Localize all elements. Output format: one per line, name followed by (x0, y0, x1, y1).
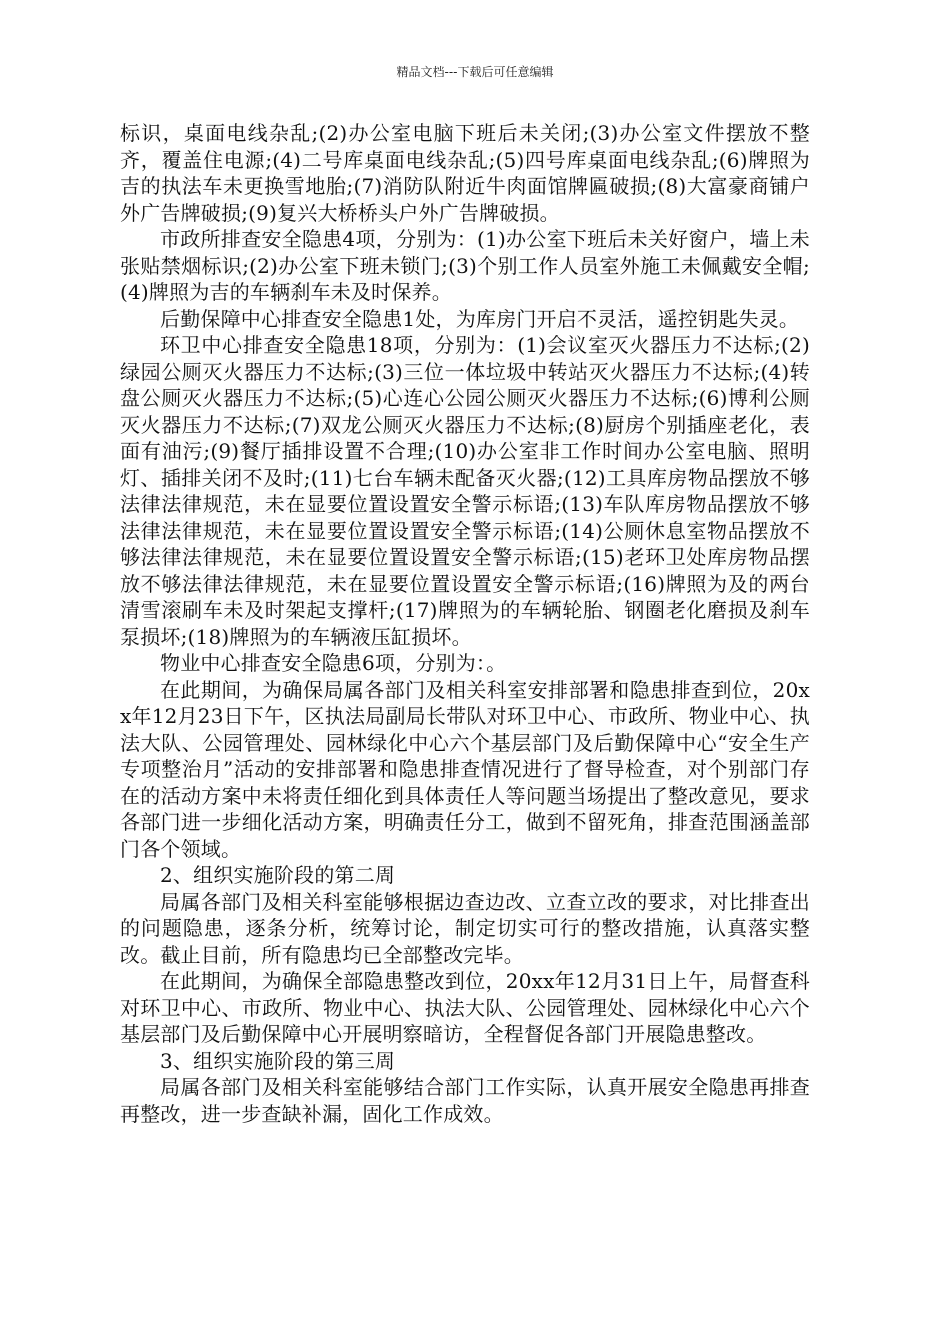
section-heading-week-three: 3、组织实施阶段的第三周 (160, 1048, 396, 1073)
document-body (120, 120, 810, 1127)
page-header: 精品文档---下载后可任意编辑 (396, 65, 554, 79)
paragraph-municipal-hazards: 市政所排查安全隐患4项，分别为：(1)办公室下班后未关好窗户，墙上未张贴禁烟标识;(2)办公室下班未锁门;(3)个别工作人员室外施工未佩戴安全帽;(4)牌照为吉的车辆刹车未及时保养。 (120, 227, 810, 304)
paragraph-logistics-hazards: 后勤保障中心排查安全隐患1处，为库房门开启不灵活，遥控钥匙失灵。 (160, 306, 800, 331)
paragraph-property-hazards: 物业中心排查安全隐患6项，分别为：。 (160, 651, 507, 675)
paragraph-continuation: 标识，桌面电线杂乱;(2)办公室电脑下班后未关闭;(3)办公室文件摆放不整齐，覆盖住电源;(4)二号库桌面电线杂乱;(5)四号库桌面电线杂乱;(6)牌照为吉的执法车未更换雪地胎;(7)消防队附近牛肉面馆牌匾破损;(8)大富豪商铺户外广告牌破损;(9)复兴大桥桥头户外广告牌破损。 (120, 121, 810, 225)
paragraph-inspection: 在此期间，为确保全部隐患整改到位，20xx年12月31日上午，局督查科对环卫中心、市政所、物业中心、执法大队、公园管理处、园林绿化中心六个基层部门及后勤保障中心开展明察暗访，全程督促各部门开展隐患整改。 (120, 969, 810, 1046)
paragraph-sanitation-hazards: 环卫中心排查安全隐患18项，分别为：(1)会议室灭火器压力不达标;(2)绿园公厕灭火器压力不达标;(3)三位一体垃圾中转站灭火器压力不达标;(4)转盘公厕灭火器压力不达标;(5)心连心公园公厕灭火器压力不达标;(6)博利公厕灭火器压力不达标;(7)双龙公厕灭火器压力不达标;(8)厨房个别插座老化，表面有油污;(9)餐厅插排设置不合理;(10)办公室非工作时间办公室电脑、照明灯、插排关闭不及时;(11)七台车辆未配备灭火器;(12)工具库房物品摆放不够法律法律规范，未在显要位置设置安全警示标语;(13)车队库房物品摆放不够法律法律规范，未在显要位置设置安全警示标语;(14)公厕休息室物品摆放不够法律法律规范，未在显要位置设置安全警示标语;(15)老环卫处库房物品摆放不够法律法律规范，未在显要位置设置安全警示标语;(16)牌照为及的两台清雪滚刷车未及时架起支撑杆;(17)牌照为的车辆轮胎、钢圈老化磨损及刹车泵损坏;(18)牌照为的车辆液压缸损坏。 (120, 333, 810, 649)
paragraph-reinspection: 局属各部门及相关科室能够结合部门工作实际，认真开展安全隐患再排查再整改，进一步查缺补漏，固化工作成效。 (120, 1075, 810, 1126)
section-heading-week-two: 2、组织实施阶段的第二周 (160, 863, 396, 887)
paragraph-supervision: 在此期间，为确保局属各部门及相关科室安排部署和隐患排查到位，20xx年12月23日下午，区执法局副局长带队对环卫中心、市政所、物业中心、执法大队、公园管理处、园林绿化中心六个基层部门及后勤保障中心“安全生产专项整治月”活动的安排部署和隐患排查情况进行了督导检查，对个别部门存在的活动方案中未将责任细化到具体责任人等问题当场提出了整改意见，要求各部门进一步细化活动方案，明确责任分工，做到不留死角，排查范围涵盖部门各个领域。 (120, 677, 810, 861)
paragraph-rectification: 局属各部门及相关科室能够根据边查边改、立查立改的要求，对比排查出的问题隐患，逐条分析，统筹讨论，制定切实可行的整改措施，认真落实整改。截止目前，所有隐患均已全部整改完毕。 (120, 889, 810, 967)
